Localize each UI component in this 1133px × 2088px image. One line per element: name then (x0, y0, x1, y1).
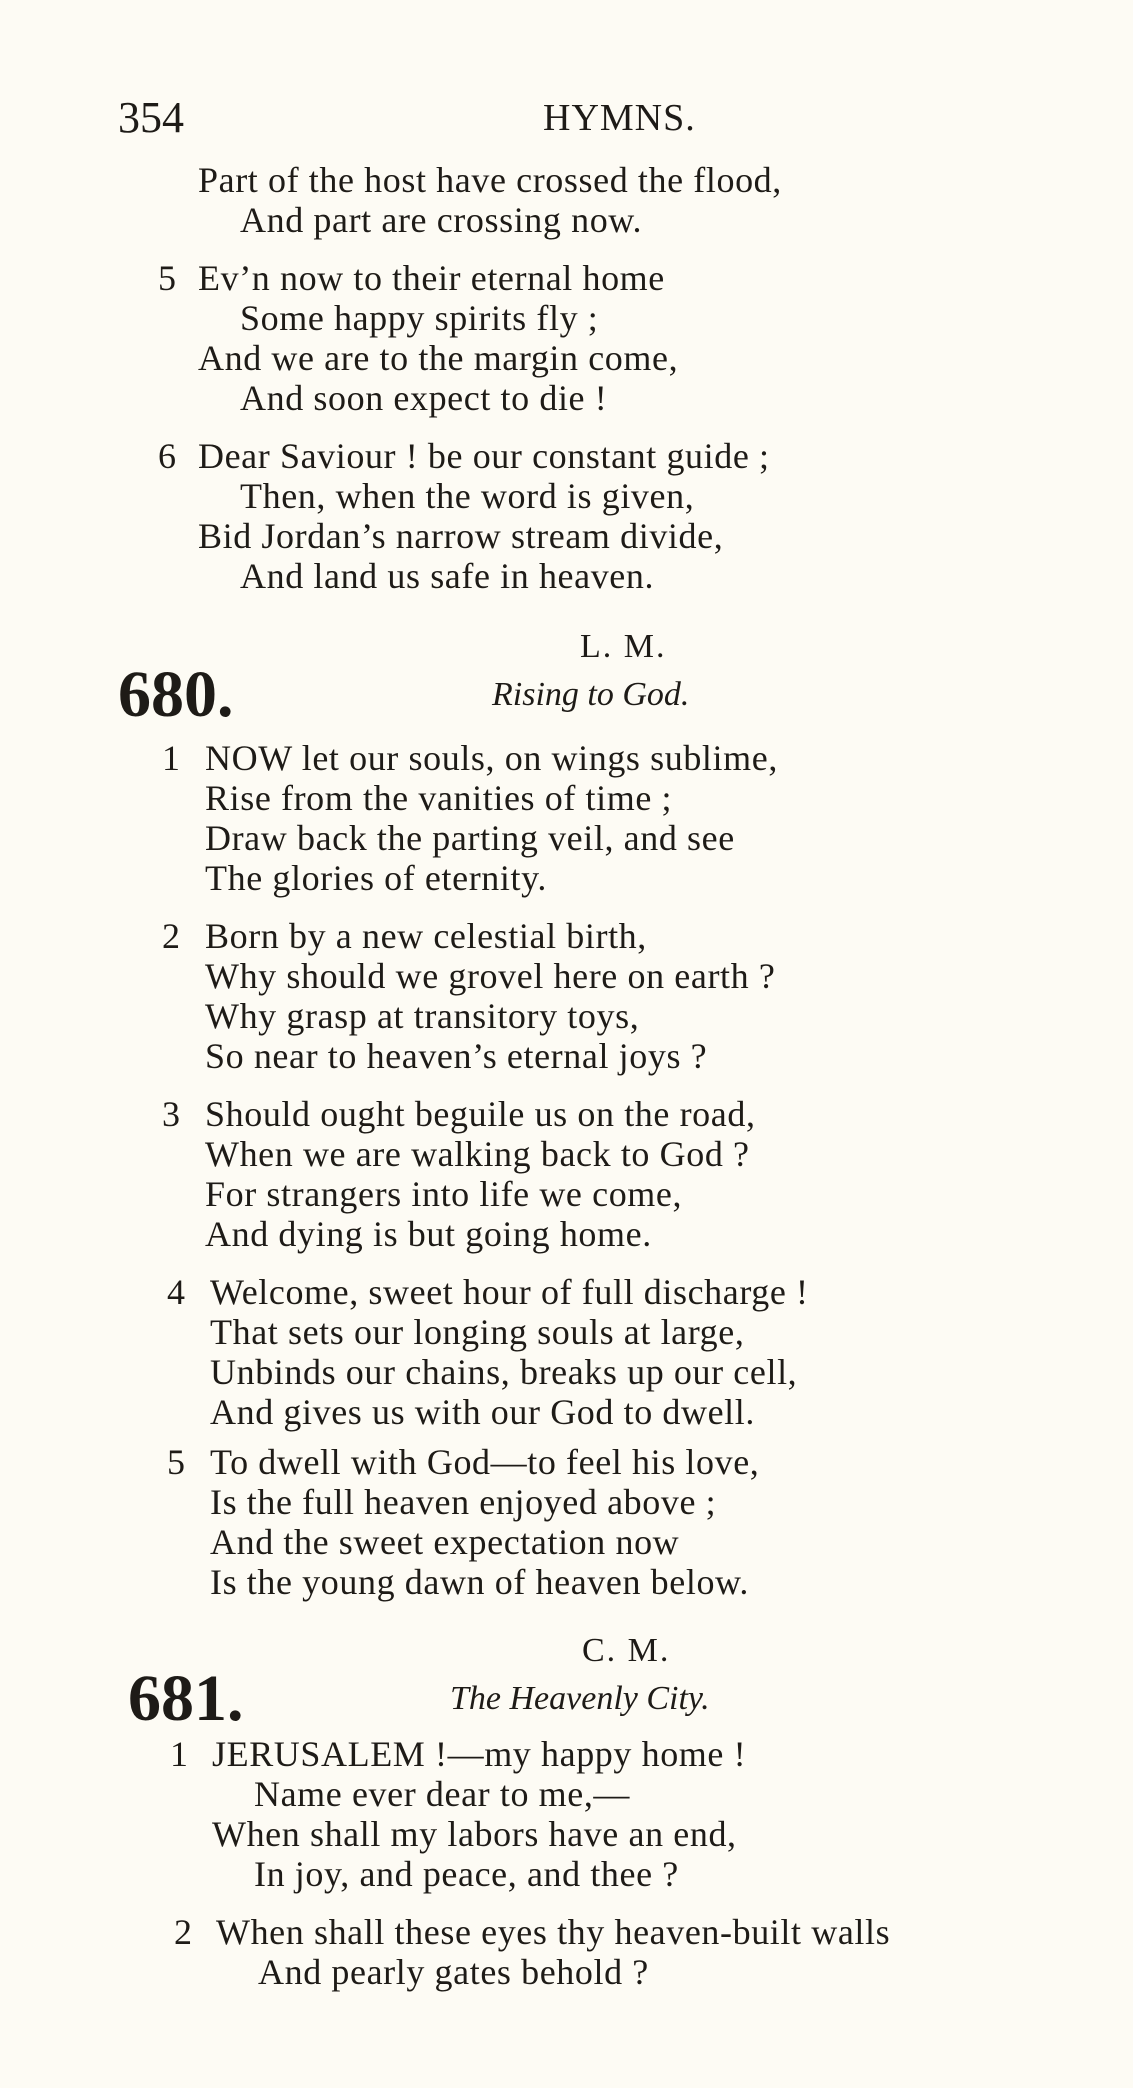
verse-line: To dwell with God—to feel his love, (210, 1442, 760, 1482)
verse-line: And we are to the margin come, (198, 338, 679, 378)
verse-line: And land us safe in heaven. (240, 556, 655, 596)
verse-line: And part are crossing now. (240, 200, 643, 240)
verse-line: When we are walking back to God ? (205, 1134, 750, 1174)
verse-line: For strangers into life we come, (205, 1174, 683, 1214)
verse-line: And dying is but going home. (205, 1214, 652, 1254)
hymn-number: 681. (128, 1662, 244, 1735)
stanza-number: 3 (162, 1094, 180, 1134)
verse-line: When shall these eyes thy heaven-built walls (216, 1912, 891, 1952)
page-number: 354 (118, 93, 184, 142)
stanza-number: 1 (162, 738, 180, 778)
verse-line: And gives us with our God to dwell. (210, 1392, 755, 1432)
verse-line: And pearly gates behold ? (258, 1952, 649, 1992)
meter: C. M. (582, 1632, 671, 1669)
verse-line: Born by a new celestial birth, (205, 916, 647, 956)
verse-line: Some happy spirits fly ; (240, 298, 599, 338)
stanza-number: 5 (167, 1442, 185, 1482)
stanza-number: 5 (158, 258, 176, 298)
verse-line: Rise from the vanities of time ; (205, 778, 673, 818)
stanza-number: 2 (174, 1912, 192, 1952)
verse-line: Unbinds our chains, breaks up our cell, (210, 1352, 798, 1392)
verse-line: Ev’n now to their eternal home (198, 258, 665, 298)
verse-line: In joy, and peace, and thee ? (254, 1854, 679, 1894)
stanza-number: 4 (167, 1272, 185, 1312)
hymn-title: The Heavenly City. (450, 1680, 710, 1717)
verse-line: So near to heaven’s eternal joys ? (205, 1036, 708, 1076)
verse-line: The glories of eternity. (205, 858, 547, 898)
verse-line: And soon expect to die ! (240, 378, 608, 418)
verse-line: Should ought beguile us on the road, (205, 1094, 756, 1134)
hymn-title: Rising to God. (492, 676, 690, 713)
verse-line: Name ever dear to me,— (254, 1774, 631, 1814)
verse-line: Dear Saviour ! be our constant guide ; (198, 436, 770, 476)
verse-line: Bid Jordan’s narrow stream divide, (198, 516, 724, 556)
verse-line: JERUSALEM !—my happy home ! (212, 1734, 747, 1774)
verse-line: Why grasp at transitory toys, (205, 996, 640, 1036)
verse-line: And the sweet expectation now (210, 1522, 680, 1562)
stanza-number: 1 (170, 1734, 188, 1774)
verse-line: Then, when the word is given, (240, 476, 695, 516)
stanza-number: 2 (162, 916, 180, 956)
stanza-number: 6 (158, 436, 176, 476)
verse-line: Welcome, sweet hour of full discharge ! (210, 1272, 809, 1312)
verse-line: When shall my labors have an end, (212, 1814, 737, 1854)
verse-line: That sets our longing souls at large, (210, 1312, 745, 1352)
meter: L. M. (580, 628, 667, 665)
verse-line: Why should we grovel here on earth ? (205, 956, 776, 996)
running-title: HYMNS. (543, 97, 696, 139)
verse-line: Is the young dawn of heaven below. (210, 1562, 749, 1602)
verse-line: Is the full heaven enjoyed above ; (210, 1482, 717, 1522)
hymn-number: 680. (118, 658, 234, 731)
page-header (118, 92, 1018, 142)
verse-line: Draw back the parting veil, and see (205, 818, 735, 858)
verse-line: Part of the host have crossed the flood, (198, 160, 782, 200)
verse-line: NOW let our souls, on wings sublime, (205, 738, 778, 778)
